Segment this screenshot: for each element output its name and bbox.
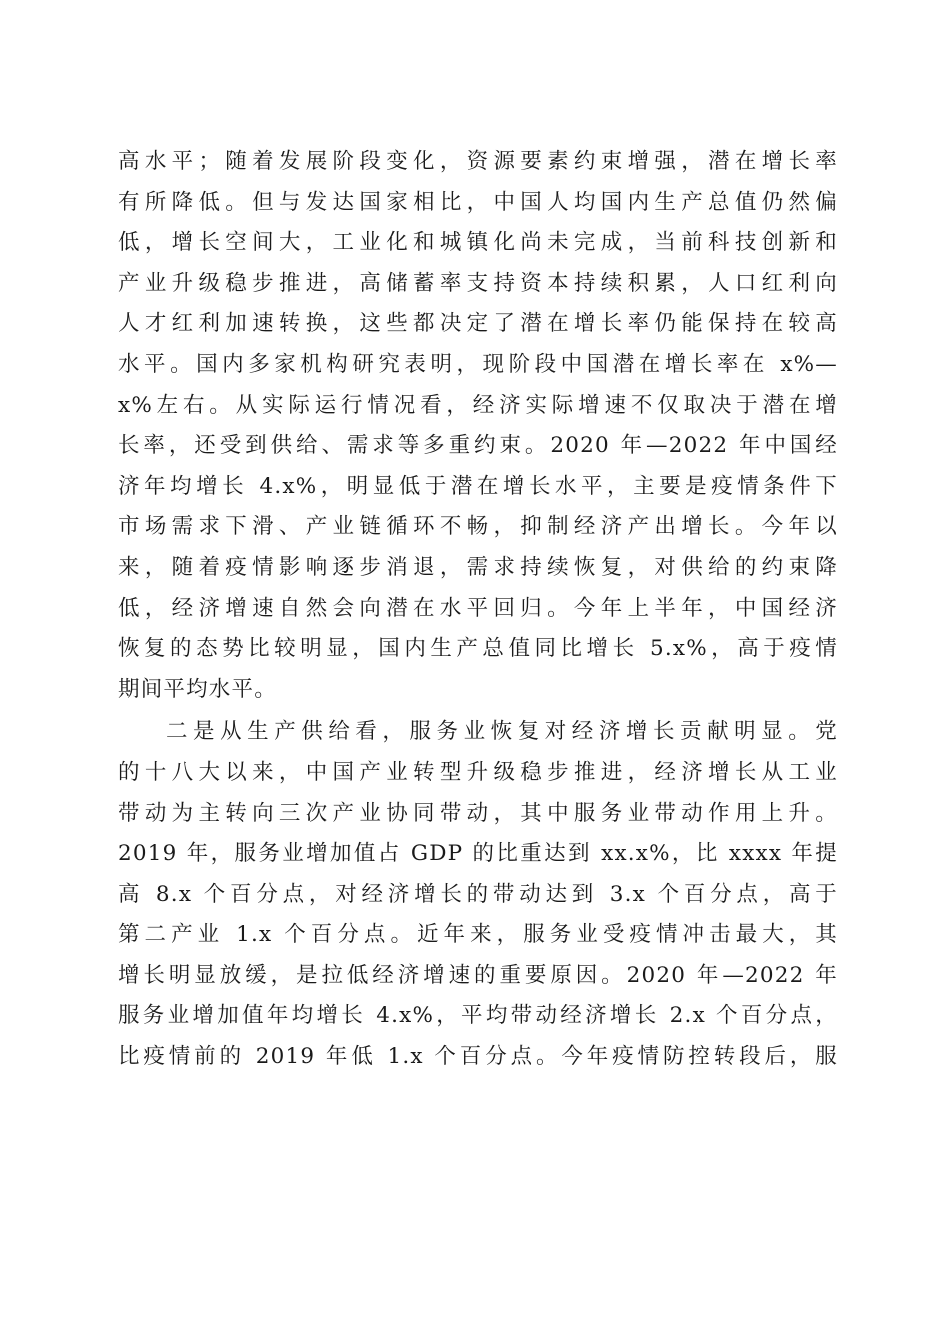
text-line: 高 8.x 个百分点，对经济增长的带动达到 3.x 个百分点，高于	[118, 881, 838, 907]
text-line: 来，随着疫情影响逐步消退，需求持续恢复，对供给的约束降	[118, 554, 838, 580]
text-line: 增长明显放缓，是拉低经济增速的重要原因。2020 年—2022 年	[118, 962, 838, 988]
text-line: 服务业增加值年均增长 4.x%，平均带动经济增长 2.x 个百分点，	[118, 1003, 838, 1029]
text-line: 水平。国内多家机构研究表明，现阶段中国潜在增长率在 x%—	[118, 351, 838, 377]
text-line: x%左右。从实际运行情况看，经济实际增速不仅取决于潜在增	[118, 392, 838, 418]
text-line: 低，增长空间大，工业化和城镇化尚未完成，当前科技创新和	[118, 230, 838, 256]
text-line: 有所降低。但与发达国家相比，中国人均国内生产总值仍然偏	[118, 189, 838, 215]
text-line: 带动为主转向三次产业协同带动，其中服务业带动作用上升。	[118, 800, 838, 826]
paragraph	[118, 142, 838, 710]
text-line: 人才红利加速转换，这些都决定了潜在增长率仍能保持在较高	[118, 311, 838, 337]
paragraph	[118, 712, 838, 1077]
text-line: 低，经济增速自然会向潜在水平回归。今年上半年，中国经济	[118, 595, 838, 621]
text-line: 的十八大以来，中国产业转型升级稳步推进，经济增长从工业	[118, 759, 838, 785]
document-body	[118, 142, 838, 1078]
text-line: 高水平；随着发展阶段变化，资源要素约束增强，潜在增长率	[118, 149, 838, 174]
text-line: 产业升级稳步推进，高储蓄率支持资本持续积累，人口红利向	[118, 270, 838, 296]
text-line: 第二产业 1.x 个百分点。近年来，服务业受疫情冲击最大，其	[118, 922, 838, 948]
text-line: 二是从生产供给看，服务业恢复对经济增长贡献明显。党	[166, 719, 838, 745]
text-line: 长率，还受到供给、需求等多重约束。2020 年—2022 年中国经	[118, 433, 838, 459]
text-line: 2019 年，服务业增加值占 GDP 的比重达到 xx.x%，比 xxxx 年提	[118, 841, 838, 867]
text-line: 市场需求下滑、产业链循环不畅，抑制经济产出增长。今年以	[118, 514, 838, 540]
text-line: 比疫情前的 2019 年低 1.x 个百分点。今年疫情防控转段后，服	[118, 1044, 838, 1070]
text-line: 济年均增长 4.x%，明显低于潜在增长水平，主要是疫情条件下	[118, 473, 838, 499]
text-line: 恢复的态势比较明显，国内生产总值同比增长 5.x%，高于疫情	[118, 636, 838, 662]
text-line: 期间平均水平。	[118, 676, 277, 702]
